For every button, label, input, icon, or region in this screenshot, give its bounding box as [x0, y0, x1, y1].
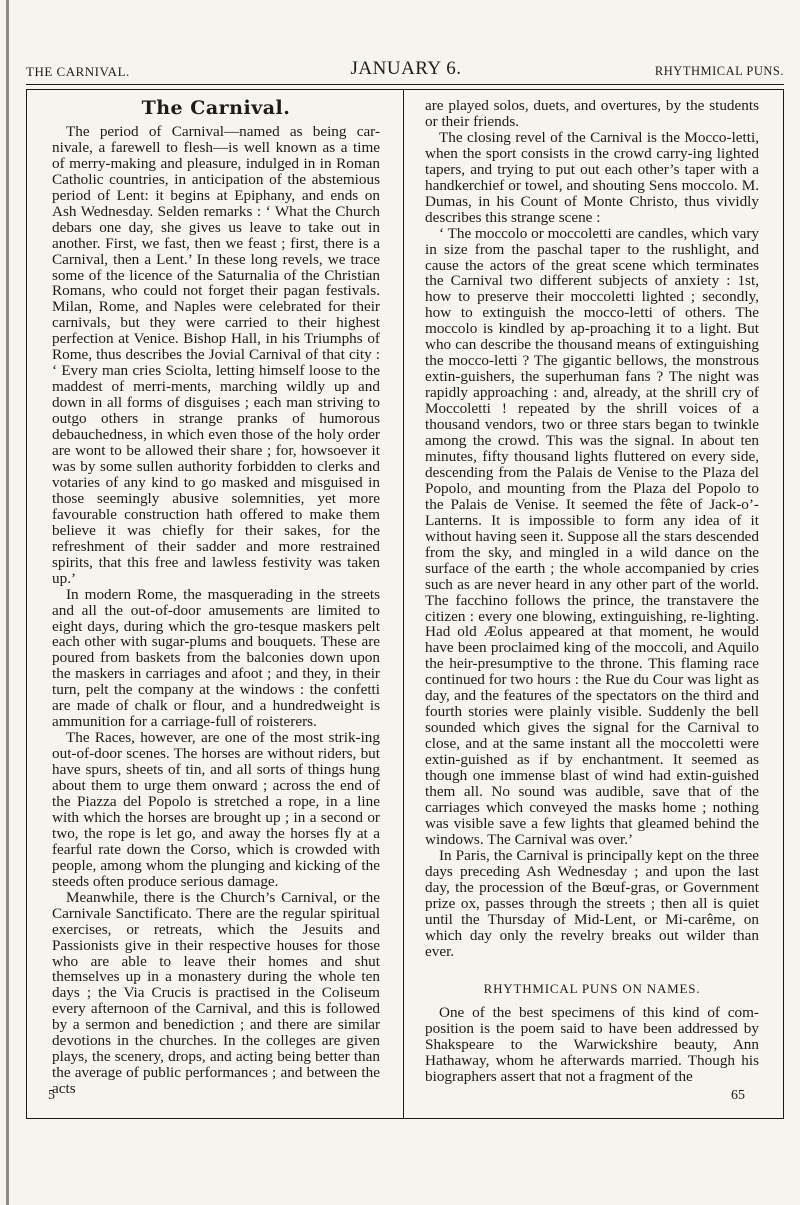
header-date: JANUARY 6.	[350, 58, 462, 79]
right-column	[425, 98, 759, 1085]
text-frame	[26, 89, 784, 1119]
page-edge-border	[6, 0, 9, 1205]
section-title: RHYTHMICAL PUNS ON NAMES.	[483, 981, 701, 997]
paragraph: In Paris, the Carnival is principally kept on the three days preceding Ash Wednesday ; and upon the last day, the procession of the Bœuf-gras, or Government prize ox, passes through the streets ; then all is quiet until the Thursday of Mid-Lent, or Mi-carême, on which day only the revelry breaks out wilder than ever.	[425, 846, 759, 960]
paragraph: One of the best specimens of this kind of com-position is the poem said to have been addressed by Shakspeare to the Warwickshire beauty, Ann Hathaway, whom he afterwards married. Though his biographers assert that not a fragment of the	[425, 1004, 759, 1086]
page-number-left: 5	[48, 1088, 55, 1103]
paragraph: In modern Rome, the masquerading in the streets and all the out-of-door amusements are limited to eight days, during which the gro-tesque maskers pelt each other with sugar-plums and bouquets. These are poured from baskets from the balconies down upon the maskers in carriages and afoot ; and they, in their turn, pelt the company at the windows : the confetti are made of chalk or flour, and a hundredweight is ammunition for a carriage-full of roisterers.	[52, 585, 380, 731]
page-number-right: 65	[731, 1088, 745, 1103]
paragraph: ‘ The moccolo or moccoletti are candles, which vary in size from the paschal taper to the rushlight, and cause the actors of the great scene which terminates the Carnival two different subjects of anxiety : 1st, how to preserve their moccoletti lighted ; secondly, how to extinguish the mocco-letti of others. The moccolo is kindled by ap-proaching it to a light. But who can describe the thousand means of extinguishing the mocco-letti ? The gigantic bellows, the monstrous extin-guishers, the superhuman fans ? The night was rapidly approaching : and, already, at the shrill cry of Moccoletti ! repeated by the shrill voices of a thousand vendors, two or three stars began to twinkle among the crowd. This was the signal. In about ten minutes, fifty thousand lights fluttered on every side, descending from the Palais de Venise to the Plaza del Popolo, and mounting from the Plaza del Popolo to the Palais de Venise. It seemed the fête of Jack-o’-Lanterns. It is impossible to form any idea of it without having seen it. Suppose all the stars descended from the sky, and mingled in a wild dance on the surface of the earth ; the whole accompanied by cries such as are never heard in any other part of the world. The facchino follows the prince, the transtavere the citizen : every one blowing, extinguishing, re-lighting. Had old Æolus appeared at that moment, he would have been proclaimed king of the moccoli, and Aquilo the heir-presumptive to the throne. This flaming race continued for two hours : the Rue du Cour was light as day, and the features of the spectators on the third and fourth stories were plainly visible. Suddenly the bell sounded which gives the signal for the Carnival to close, and at the same instant all the moccoletti were extin-guished as if by enchantment. It seemed as though one immense blast of wind had extin-guished them all. No sound was audible, save that of the carriages which conveyed the masks home ; nothing was visible save a few lights that gleamed behind the windows. The Carnival was over.’	[425, 224, 759, 848]
paragraph: The period of Carnival—named as being car-nivale, a farewell to flesh—is well known as a time of merry-making and pleasure, indulged in in Roman Catholic countries, in anticipation of the abstemious period of Lent: it begins at Epiphany, and ends on Ash Wednesday. Selden remarks : ‘ What the Church debars one day, she gives us leave to take out in another. First, we fast, then we feast ; first, there is a Carnival, then a Lent.’ In these long revels, we trace some of the licence of the Saturnalia of the Christian Romans, who could not forget their pagan festivals. Milan, Rome, and Naples were celebrated for their carnivals, but they were carried to their highest perfection at Venice. Bishop Hall, in his Triumphs of Rome, thus describes the Jovial Carnival of that city : ‘ Every man cries Sciolta, letting himself loose to the maddest of merri-ments, marching wildly up and down in all forms of disguises ; each man striving to outgo others in strange pranks of humorous debauchedness, in which even those of the holy order are wont to be allowed their share ; for, howsoever it was by some sullen authority forbidden to clerks and votaries of any kind to go masked and misguised in those seemingly abusive solemnities, yet more favourable construction hath offered to make them believe it was chiefly for their sakes, for the refreshment of their sadder and more restrained spirits, that this free and lawless festivity was taken up.’	[52, 122, 380, 587]
header-right: RHYTHMICAL PUNS.	[654, 64, 784, 78]
paragraph: Meanwhile, there is the Church’s Carnival, or the Carnivale Sanctificato. There are the regular spiritual exercises, or retreats, which the Jesuits and Passionists give in their respective houses for those who are able to leave their homes and shut themselves up in a monastery during the whole ten days ; the Via Crucis is practised in the Coliseum every afternoon of the Carnival, and this is followed by a sermon and benediction ; and there are similar devotions in the churches. In the colleges are given plays, the scenery, drops, and acting being better than the average of public performances ; and between the acts	[52, 888, 380, 1098]
header-rule	[26, 84, 784, 85]
left-column	[52, 98, 380, 1097]
column-divider	[403, 90, 404, 1118]
paragraph: The Races, however, are one of the most strik-ing out-of-door scenes. The horses are without riders, but have spurs, sheets of tin, and all sorts of things hung about them to urge them onward ; across the end of the Piazza del Popolo is stretched a rope, in a line with which the horses are brought up ; in a second or two, the rope is let go, and away the horses fly at a fearful rate down the Corso, which is crowded with people, among whom the plunging and kicking of the steeds often produce serious damage.	[52, 729, 380, 890]
paragraph: are played solos, duets, and overtures, by the students or their friends.	[425, 97, 759, 130]
paragraph: The closing revel of the Carnival is the Mocco-letti, when the sport consists in the crowd carry-ing lighted tapers, and trying to put out each other’s taper with a handkerchief or towel, and shouting Sens moccolo. M. Dumas, in his Count of Monte Christo, thus vividly describes this strange scene :	[425, 128, 759, 226]
running-header	[26, 58, 784, 84]
article-title: The Carnival.	[141, 97, 291, 119]
header-left: THE CARNIVAL.	[26, 64, 130, 79]
